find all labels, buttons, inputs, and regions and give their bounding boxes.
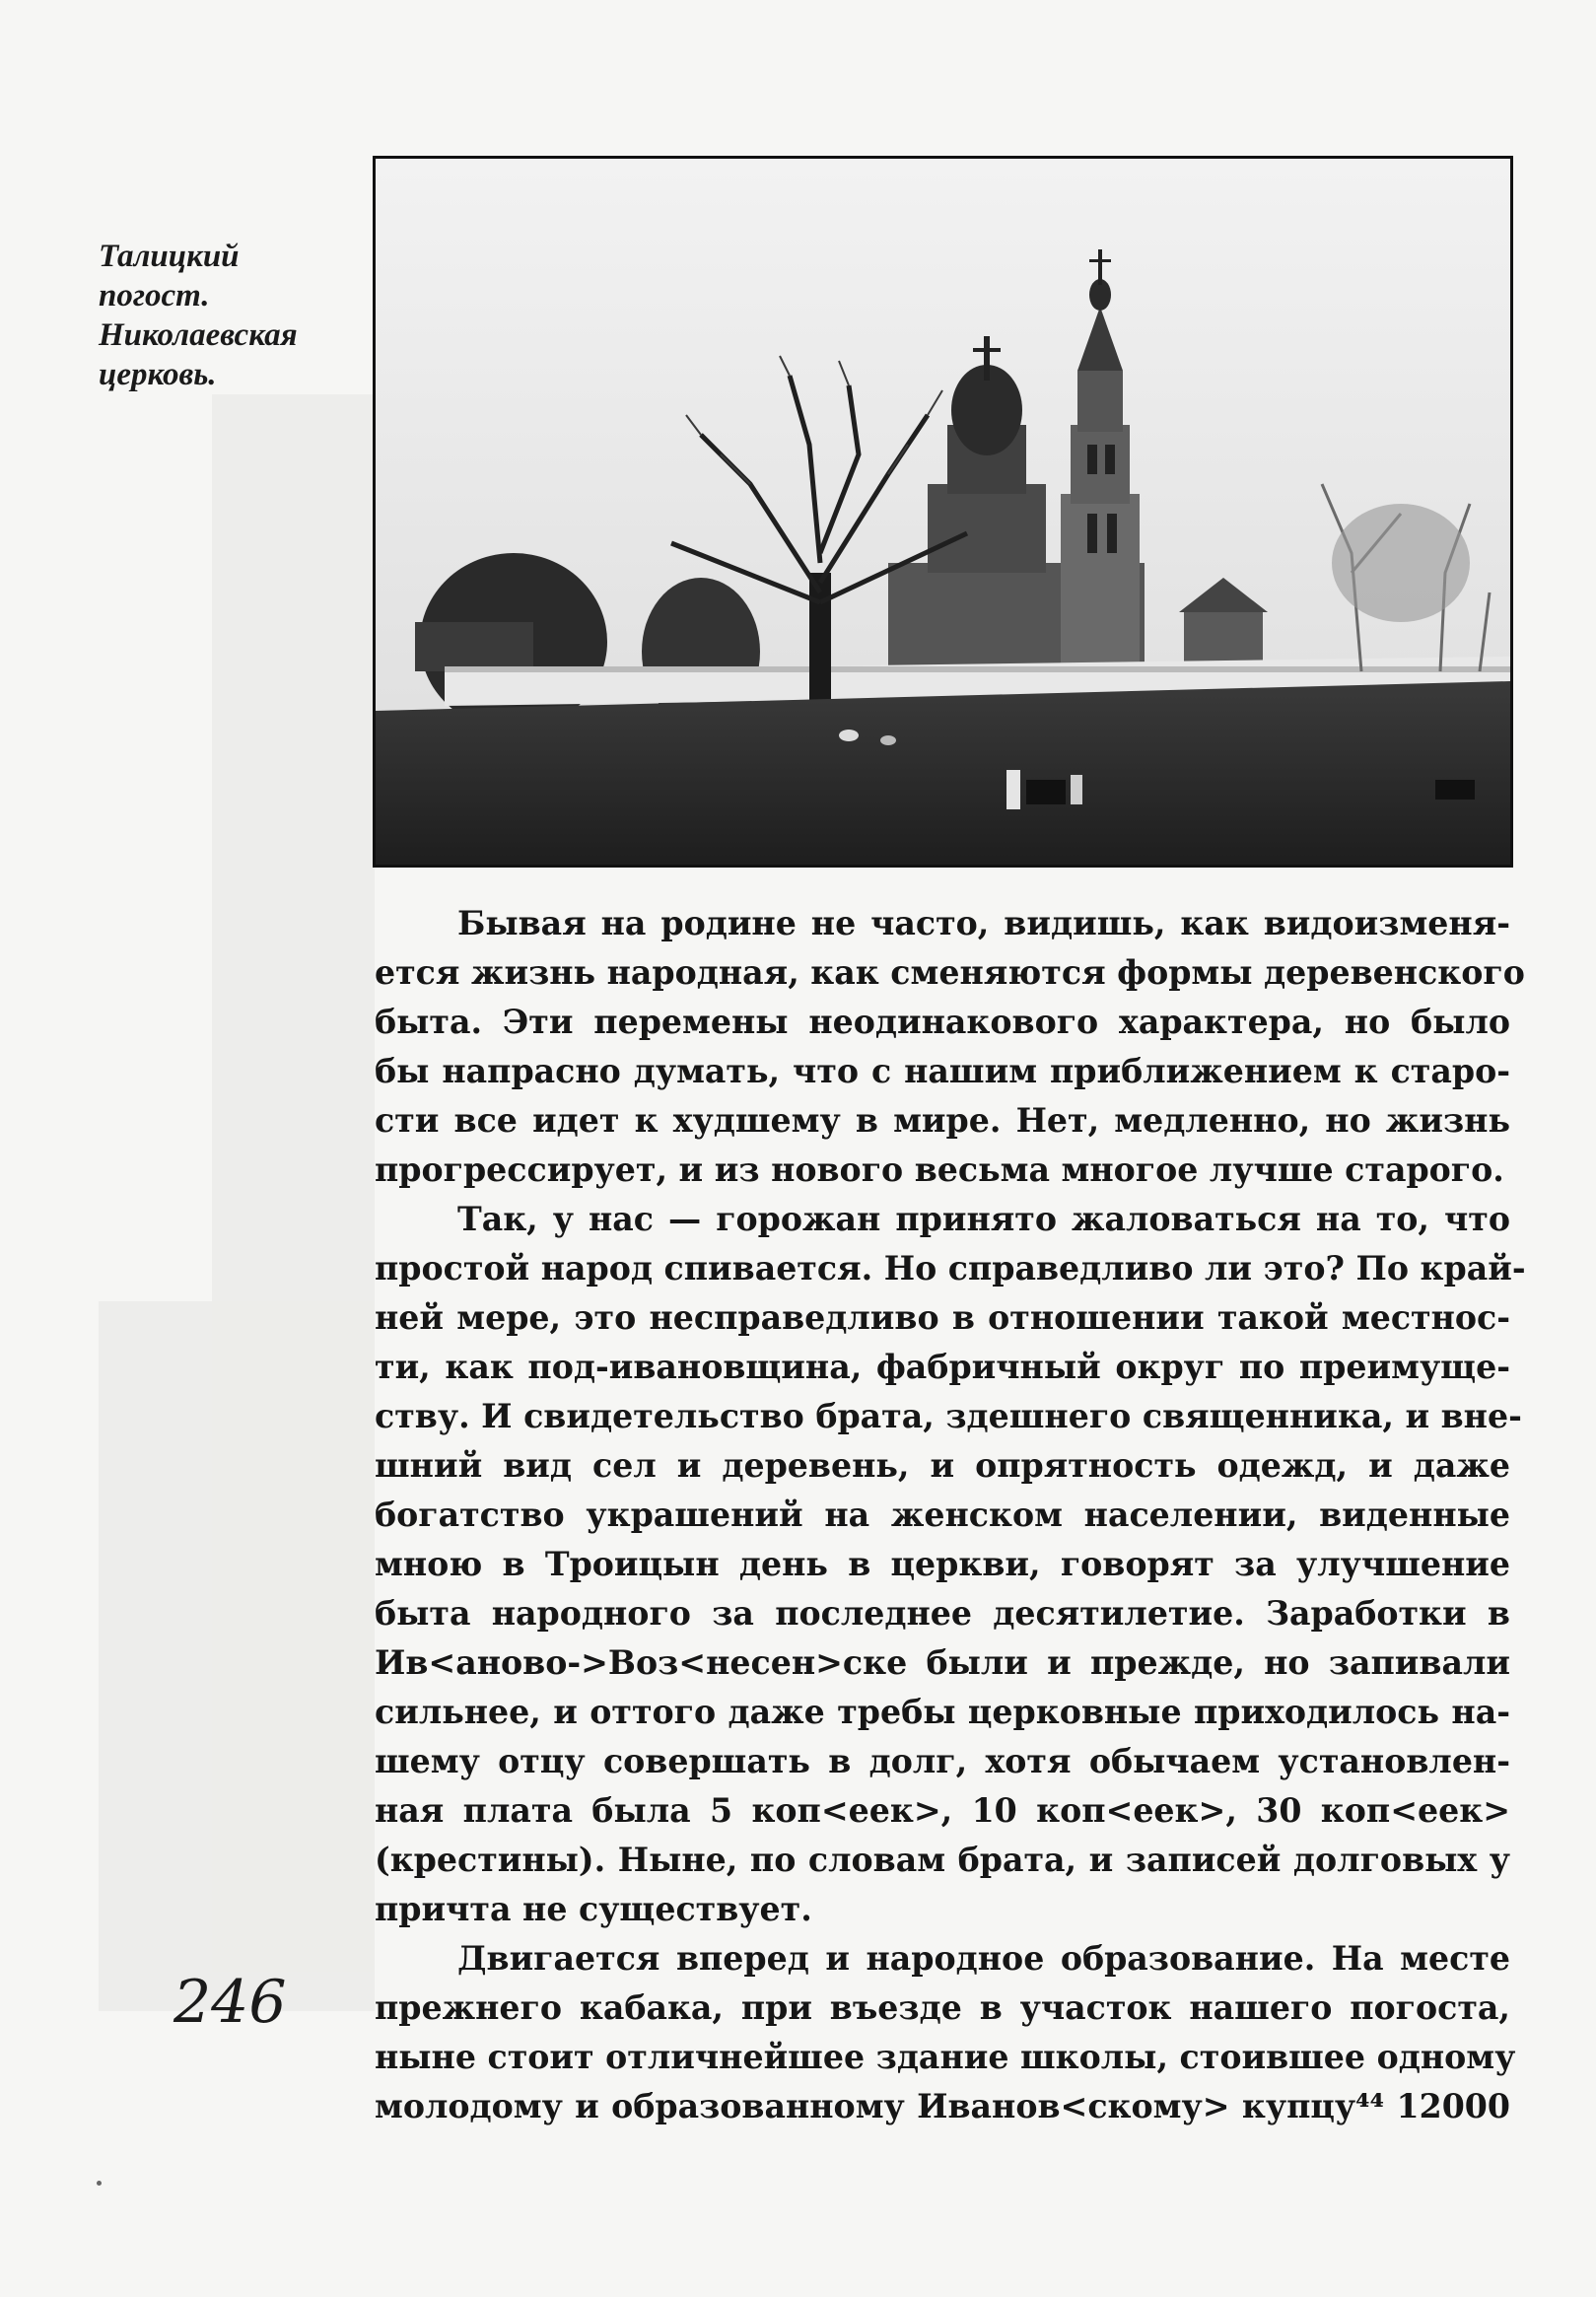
text-line: шему отцу совершать в долг, хотя обычаем установлен-: [375, 1742, 1510, 1780]
text-line: ству. И свидетельство брата, здешнего священника, и вне-: [375, 1397, 1522, 1435]
page-number: 246: [173, 1968, 287, 2037]
text-line: мною в Троицын день в церкви, говорят за улучшение: [375, 1545, 1510, 1583]
paragraph-3: [375, 1934, 1516, 2131]
text-line: ней мере, это несправедливо в отношении такой местнос-: [375, 1298, 1510, 1337]
church-photo-image: [376, 159, 1510, 865]
text-line: быта. Эти перемены неодинакового характера, но было: [375, 1003, 1510, 1041]
church-photo: [373, 156, 1513, 868]
text-line: Ив<аново->Воз<несен>ске были и прежде, но запивали: [375, 1643, 1510, 1682]
text-line: шний вид сел и деревень, и опрятность одежд, и даже: [375, 1446, 1510, 1485]
text-line: прежнего кабака, при въезде в участок нашего погоста,: [375, 1988, 1510, 2027]
text-line: Так, у нас — горожан принято жаловаться на то, что: [457, 1200, 1510, 1238]
paragraph-1: [375, 899, 1525, 1195]
text-line: сти все идет к худшему в мире. Нет, медленно, но жизнь: [375, 1101, 1510, 1140]
paragraph-2: [375, 1195, 1526, 1934]
text-line: сильнее, и оттого даже требы церковные приходилось на-: [375, 1693, 1510, 1731]
text-line: богатство украшений на женском населении, виденные: [375, 1496, 1510, 1534]
text-line: (крестины). Ныне, по словам брата, и записей долговых у: [375, 1841, 1510, 1879]
bleed-through-area-bottom: [99, 1301, 375, 2011]
text-line: молодому и образованному Иванов<скому> купцу⁴⁴ 12000: [375, 2087, 1510, 2125]
text-line: ная плата была 5 коп<еек>, 10 коп<еек>, 30 коп<еек>: [375, 1791, 1510, 1830]
text-line: простой народ спивается. Но справедливо ли это? По край-: [375, 1249, 1526, 1288]
text-line: прогрессирует, и из нового весьма многое лучше старого.: [375, 1150, 1504, 1189]
scan-speck: [97, 2181, 102, 2186]
text-line: ти, как под-ивановщина, фабричный округ по преимуще-: [375, 1348, 1510, 1386]
text-line: быта народного за последнее десятилетие. Заработки в: [375, 1594, 1510, 1633]
text-line: Бывая на родине не часто, видишь, как видоизменя-: [457, 904, 1510, 942]
text-line: причта не существует.: [375, 1890, 812, 1928]
body-text: [375, 899, 1526, 2131]
text-line: Двигается вперед и народное образование. На месте: [457, 1939, 1510, 1978]
photo-caption: Талицкий погост. Николаевская церковь.: [99, 239, 298, 392]
text-line: ется жизнь народная, как сменяются формы деревенского: [375, 953, 1525, 992]
text-line: ныне стоит отличнейшее здание школы, стоившее одному: [375, 2038, 1516, 2076]
text-line: бы напрасно думать, что с нашим приближением к старо-: [375, 1052, 1510, 1090]
